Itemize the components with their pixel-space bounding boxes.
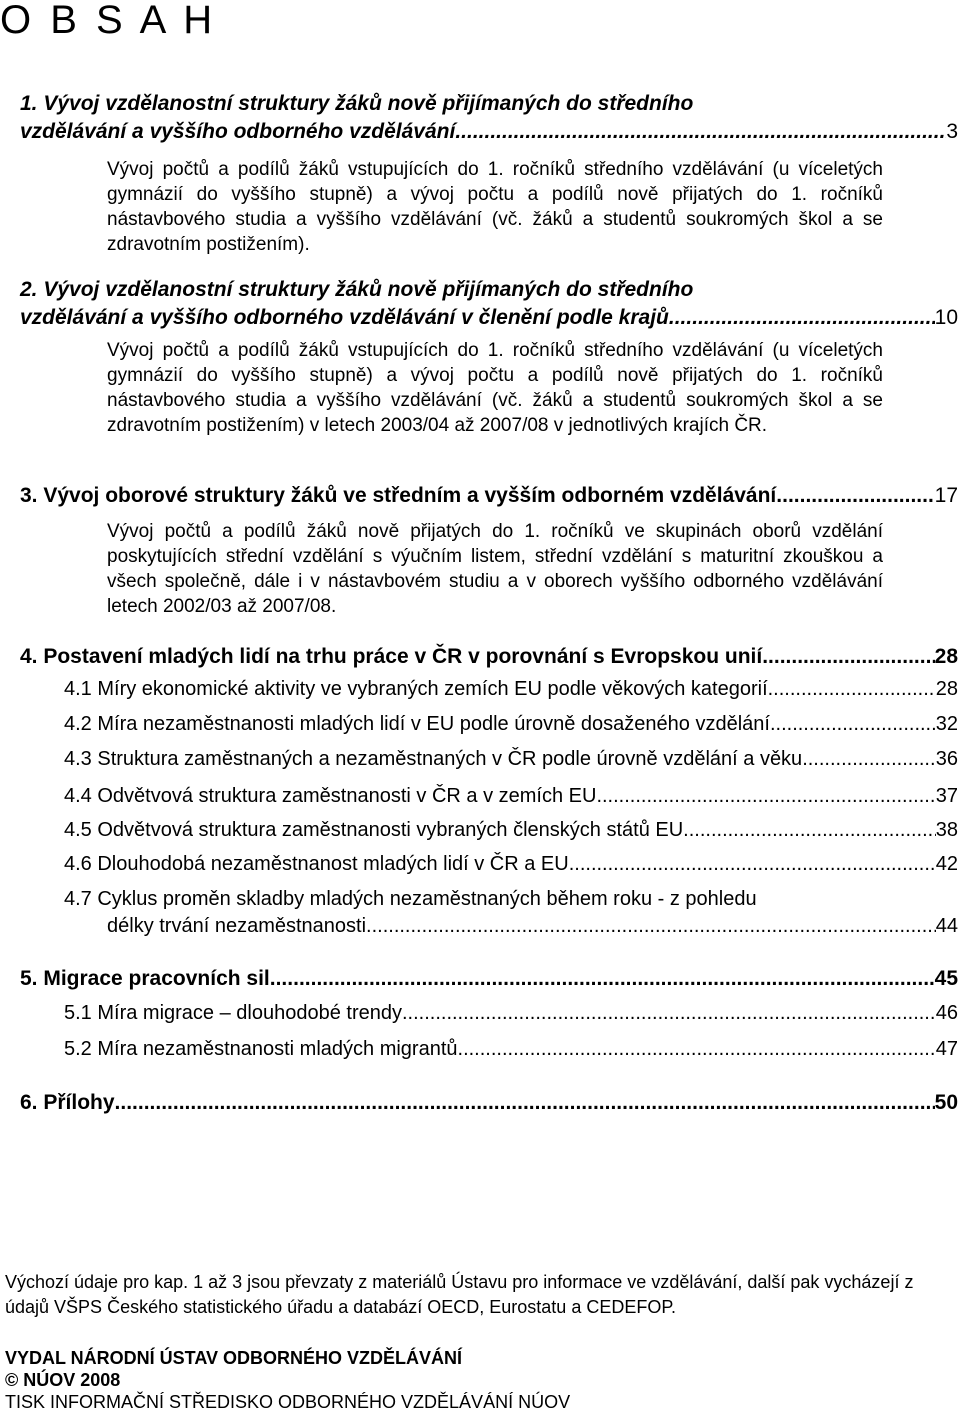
toc-section-1-row — [20, 118, 958, 146]
leader-dots — [596, 783, 935, 810]
toc-section-3[interactable] — [20, 482, 958, 510]
print-line: TISK INFORMAČNÍ STŘEDISKO ODBORNÉHO VZDĚLÁVÁNÍ NÚOV — [5, 1392, 571, 1412]
toc-subsection-5-1[interactable] — [64, 1000, 958, 1027]
leader-dots — [455, 118, 946, 146]
leader-dots — [802, 746, 936, 773]
toc-subsection-label: 4.2 Míra nezaměstnanosti mladých lidí v EU podle úrovně dosaženého vzdělání — [64, 713, 770, 735]
toc-subsection-label: 4.7 Cyklus proměn skladby mladých nezaměstnaných během roku - z pohledu — [64, 888, 757, 910]
toc-subsection-page: 46 — [935, 1002, 958, 1024]
toc-subsection-page: 36 — [935, 748, 958, 770]
toc-section-1[interactable] — [20, 90, 958, 146]
toc-subsection-page: 37 — [935, 785, 958, 807]
toc-subsection-page: 44 — [935, 915, 958, 937]
toc-section-1-page: 3 — [946, 120, 958, 143]
toc-section-5-page: 45 — [934, 967, 958, 990]
toc-section-3-description: Vývoj počtů a podílů žáků nově přijatých do 1. ročníků ve skupinách oborů vzdělání poskytujících střední vzdělání s výučním listem, střední vzdělání s maturitní zkouškou a všech společně, dále i v nástavbovém studiu a v oborech vyššího odborného vzdělávání letech 2002/03 až 2007/08. — [107, 521, 883, 617]
toc-subsection-label: 4.4 Odvětvová struktura zaměstnanosti v ČR a v zemích EU — [64, 785, 597, 807]
toc-section-4-title: 4. Postavení mladých lidí na trhu práce v ČR v porovnání s Evropskou unií — [20, 645, 763, 668]
leader-dots — [458, 1036, 936, 1063]
leader-dots — [402, 1000, 936, 1027]
toc-section-6[interactable] — [20, 1089, 958, 1117]
toc-section-2-page: 10 — [934, 306, 958, 329]
toc-section-2-title-line2: vzdělávání a vyššího odborného vzdělávání v členění podle krajů — [20, 306, 669, 329]
leader-dots — [115, 1089, 935, 1117]
toc-section-5[interactable] — [20, 965, 958, 993]
toc-section-5-row — [20, 965, 958, 993]
toc-section-2[interactable] — [20, 276, 958, 332]
toc-subsection-label: 4.5 Odvětvová struktura zaměstnanosti vybraných členských států EU — [64, 819, 684, 841]
toc-subsection-4-6[interactable] — [64, 851, 958, 878]
toc-subsection-4-1[interactable] — [64, 676, 958, 703]
toc-section-1-title-line1: 1. Vývoj vzdělanostní struktury žáků nově přijímaných do středního — [20, 92, 694, 115]
toc-subsection-label: 4.1 Míry ekonomické aktivity ve vybraných zemích EU podle věkových kategorií — [64, 678, 768, 700]
leader-dots — [669, 304, 935, 332]
toc-subsection-page: 42 — [935, 853, 958, 875]
toc-section-1-description: Vývoj počtů a podílů žáků vstupujících do 1. ročníků středního vzdělávání (u víceletých gymnázií do vyššího stupně) a vývoj počtu a podílů nově přijatých do 1. ročníků nástavbového studia a vyššího vzdělávání (vč. žáků a studentů soukromých škol a se zdravotním postižením). — [107, 159, 883, 255]
toc-subsection-page: 38 — [935, 819, 958, 841]
toc-subsection-4-4[interactable] — [64, 783, 958, 810]
toc-section-4-page: 28 — [934, 645, 958, 668]
toc-section-4[interactable] — [20, 643, 958, 671]
toc-subsection-page: 47 — [935, 1038, 958, 1060]
toc-subsection-label-continued: délky trvání nezaměstnanosti — [107, 915, 367, 937]
toc-subsection-page: 32 — [935, 713, 958, 735]
toc-section-3-row — [20, 482, 958, 510]
leader-dots — [683, 817, 936, 844]
toc-section-6-row — [20, 1089, 958, 1117]
toc-section-1-title-line2: vzdělávání a vyššího odborného vzdělávání — [20, 120, 456, 143]
toc-section-6-page: 50 — [934, 1091, 958, 1114]
leader-dots — [569, 851, 936, 878]
copyright-line: © NÚOV 2008 — [5, 1370, 121, 1390]
leader-dots — [366, 913, 936, 940]
toc-section-6-title: 6. Přílohy — [20, 1091, 115, 1114]
toc-subsection-label: 4.6 Dlouhodobá nezaměstnanost mladých lidí v ČR a EU — [64, 853, 569, 875]
publisher-line: VYDAL NÁRODNÍ ÚSTAV ODBORNÉHO VZDĚLÁVÁNÍ — [5, 1348, 463, 1368]
publisher-info — [5, 1347, 957, 1413]
toc-subsection-4-7[interactable] — [64, 886, 958, 940]
toc-section-5-title: 5. Migrace pracovních sil — [20, 967, 270, 990]
leader-dots — [768, 676, 936, 703]
toc-subsection-4-5[interactable] — [64, 817, 958, 844]
toc-subsection-label: 5.1 Míra migrace – dlouhodobé trendy — [64, 1002, 402, 1024]
leader-dots — [770, 711, 936, 738]
toc-subsection-4-3[interactable] — [64, 746, 958, 773]
toc-subsection-page: 28 — [935, 678, 958, 700]
toc-section-2-row — [20, 304, 958, 332]
page-title: O B S A H — [0, 0, 217, 42]
toc-section-3-page: 17 — [934, 484, 958, 507]
toc-section-3-title: 3. Vývoj oborové struktury žáků ve středním a vyšším odborném vzdělávání — [20, 484, 777, 507]
toc-subsection-4-2[interactable] — [64, 711, 958, 738]
leader-dots — [270, 965, 935, 993]
toc-subsection-label: 4.3 Struktura zaměstnaných a nezaměstnaných v ČR podle úrovně vzdělání a věku — [64, 748, 803, 770]
toc-section-2-title-line1: 2. Vývoj vzdělanostní struktury žáků nově přijímaných do středního — [20, 278, 694, 301]
leader-dots — [776, 482, 934, 510]
toc-section-2-description: Vývoj počtů a podílů žáků vstupujících do 1. ročníků středního vzdělávání (u víceletých gymnázií do vyššího stupně) a vývoj počtu a podílů nově přijatých do 1. ročníků nástavbového studia a vyššího vzdělávání (vč. žáků a studentů soukromých škol a se zdravotním postižením) v letech 2003/04 až 2007/08 v jednotlivých krajích ČR. — [107, 340, 883, 436]
toc-subsection-label: 5.2 Míra nezaměstnanosti mladých migrantů — [64, 1038, 458, 1060]
leader-dots — [762, 643, 934, 671]
toc-subsection-5-2[interactable] — [64, 1036, 958, 1063]
toc-section-4-row — [20, 643, 958, 671]
source-footnote: Výchozí údaje pro kap. 1 až 3 jsou převzaty z materiálů Ústavu pro informace ve vzdělávání, další pak vycházejí z údajů VŠPS Českého statistického úřadu a databází OECD, Eurostatu a CEDEFOP. — [5, 1272, 914, 1317]
